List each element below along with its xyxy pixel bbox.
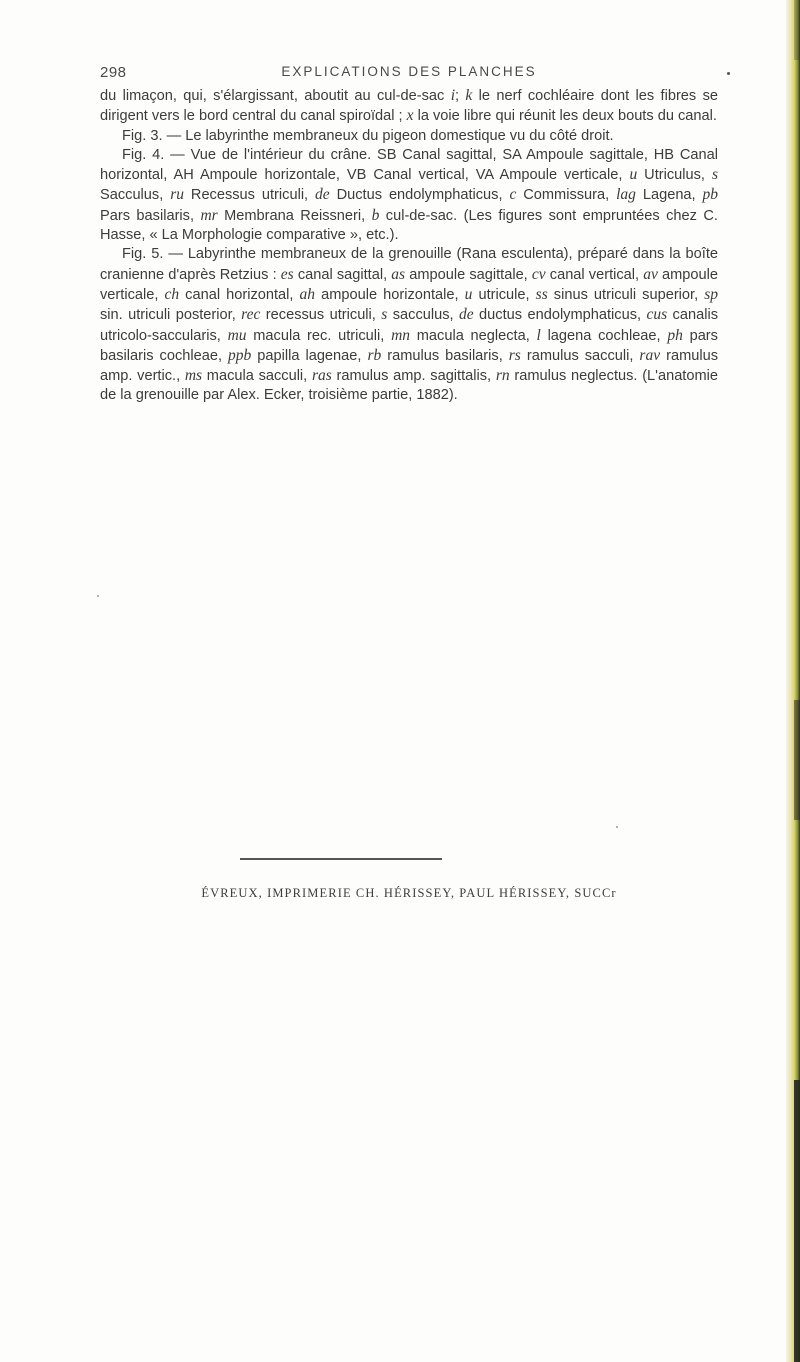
page-number: 298 <box>100 64 127 81</box>
text-run: Fig. 3. — Le labyrinthe membraneux du pigeon domestique vu du côté droit. <box>122 127 614 144</box>
printer-imprint: ÉVREUX, IMPRIMERIE CH. HÉRISSEY, PAUL HÉRISSEY, SUCCr <box>201 886 617 900</box>
text-run: Commissura, <box>516 187 617 204</box>
italic-abbreviation: cv <box>531 265 546 283</box>
ink-speck <box>616 826 618 828</box>
text-run: Ductus endolymphaticus, <box>329 187 510 204</box>
text-run: macula neglecta, <box>410 327 537 344</box>
text-run: ramulus sacculi, <box>520 347 640 364</box>
text-run: Fig. 5. — Labyrinthe membraneux de la grenouille (Rana esculenta), préparé dans la boîte cranienne d'après Retzius : <box>100 246 718 283</box>
text-run: Pars basilaris, <box>100 207 201 224</box>
italic-abbreviation: rav <box>639 346 661 364</box>
text-run: canalis utricolo-saccularis, <box>100 307 718 344</box>
italic-abbreviation: ch <box>164 285 180 303</box>
paragraph-fig-3 <box>100 127 718 146</box>
italic-abbreviation: ah <box>299 285 316 303</box>
text-run: macula rec. utriculi, <box>246 327 392 344</box>
text-run: recessus utriculi, <box>260 307 382 324</box>
italic-abbreviation: lag <box>616 186 636 204</box>
text-run: canal sagittal, <box>293 266 392 283</box>
paragraph-continuation <box>100 86 718 127</box>
text-run: la voie libre qui réunit les deux bouts du canal. <box>413 108 717 125</box>
text-run: Fig. 4. — Vue de l'intérieur du crâne. SB Canal sagittal, SA Ampoule sagittale, HB Canal horizontal, AH Ampoule horizontale, VB Canal vertical, VA Ampoule verticale, <box>100 146 718 184</box>
text-run: utricule, <box>472 286 536 303</box>
italic-abbreviation: mu <box>227 326 247 344</box>
text-run: du limaçon, qui, s'élargissant, aboutit au cul-de-sac <box>100 88 451 104</box>
italic-abbreviation: es <box>280 265 294 283</box>
italic-abbreviation: ppb <box>228 346 252 364</box>
text-run: macula sacculi, <box>202 368 312 385</box>
text-run: ampoule verticale, <box>100 266 718 303</box>
italic-abbreviation: rn <box>495 367 510 385</box>
italic-abbreviation: i <box>450 87 455 104</box>
italic-abbreviation: av <box>643 265 658 283</box>
italic-abbreviation: ms <box>184 367 203 385</box>
italic-abbreviation: de <box>315 186 330 204</box>
italic-abbreviation: ras <box>311 367 332 385</box>
text-run: canal vertical, <box>545 266 644 283</box>
italic-abbreviation: sp <box>704 285 719 303</box>
header-dot-mark <box>727 72 730 75</box>
text-run: ampoule sagittale, <box>405 266 532 283</box>
italic-abbreviation: ph <box>667 326 683 344</box>
text-run: Recessus utriculi, <box>183 187 316 204</box>
italic-abbreviation: as <box>391 265 406 283</box>
text-run: Membrana Reissneri, <box>217 207 372 224</box>
body-text <box>100 86 718 406</box>
text-run: sin. utriculi posterior, <box>100 307 242 324</box>
text-run: ; <box>455 88 466 104</box>
page-edge-shadow <box>786 0 800 1362</box>
paragraph-fig-5 <box>100 245 718 405</box>
italic-abbreviation: k <box>465 87 473 104</box>
page-header <box>100 64 718 84</box>
running-head: EXPLICATIONS DES PLANCHES <box>281 64 537 79</box>
italic-abbreviation: ru <box>170 186 184 204</box>
italic-abbreviation: rec <box>241 306 261 324</box>
text-run: Utriculus, <box>637 167 712 184</box>
italic-abbreviation: b <box>371 206 380 224</box>
italic-abbreviation: rs <box>508 346 521 364</box>
italic-abbreviation: cus <box>646 306 668 324</box>
italic-abbreviation: ss <box>535 285 548 303</box>
text-run: canal horizontal, <box>179 286 300 303</box>
italic-abbreviation: pb <box>702 186 719 204</box>
end-rule <box>240 858 442 860</box>
text-run: sacculus, <box>387 307 459 324</box>
ink-speck <box>97 595 99 597</box>
text-run: le nerf cochléaire dont les fibres se dirigent vers le bord central du canal spiroïdal ; <box>100 88 718 125</box>
text-run: ramulus basilaris, <box>381 347 509 364</box>
text-run: Sacculus, <box>100 187 171 204</box>
italic-abbreviation: l <box>536 326 541 344</box>
text-run: papilla lagenae, <box>251 347 368 364</box>
italic-abbreviation: c <box>509 186 517 204</box>
text-run: Lagena, <box>635 187 703 204</box>
italic-abbreviation: de <box>459 306 474 324</box>
text-run: pars basilaris cochleae, <box>100 327 718 364</box>
text-run: lagena cochleae, <box>540 327 668 344</box>
text-run: ramulus neglectus. (L'anatomie de la grenouille par Alex. Ecker, troisième partie, 1882). <box>100 368 718 404</box>
text-run: ductus endolymphaticus, <box>473 307 647 324</box>
italic-abbreviation: s <box>711 166 719 184</box>
italic-abbreviation: mn <box>391 326 411 344</box>
paragraph-fig-4 <box>100 146 718 245</box>
italic-abbreviation: s <box>381 306 388 324</box>
italic-abbreviation: mr <box>200 206 218 224</box>
italic-abbreviation: rb <box>367 346 382 364</box>
text-run: ramulus amp. sagittalis, <box>331 368 496 385</box>
italic-abbreviation: x <box>406 107 414 125</box>
italic-abbreviation: u <box>464 285 473 303</box>
text-run: cul-de-sac. (Les figures sont empruntées chez C. Hasse, « La Morphologie comparative », etc.). <box>100 207 718 244</box>
text-run: ramulus amp. vertic., <box>100 347 718 385</box>
italic-abbreviation: u <box>629 166 638 184</box>
text-run: ampoule horizontale, <box>315 286 465 303</box>
text-run: sinus utriculi superior, <box>547 286 705 303</box>
